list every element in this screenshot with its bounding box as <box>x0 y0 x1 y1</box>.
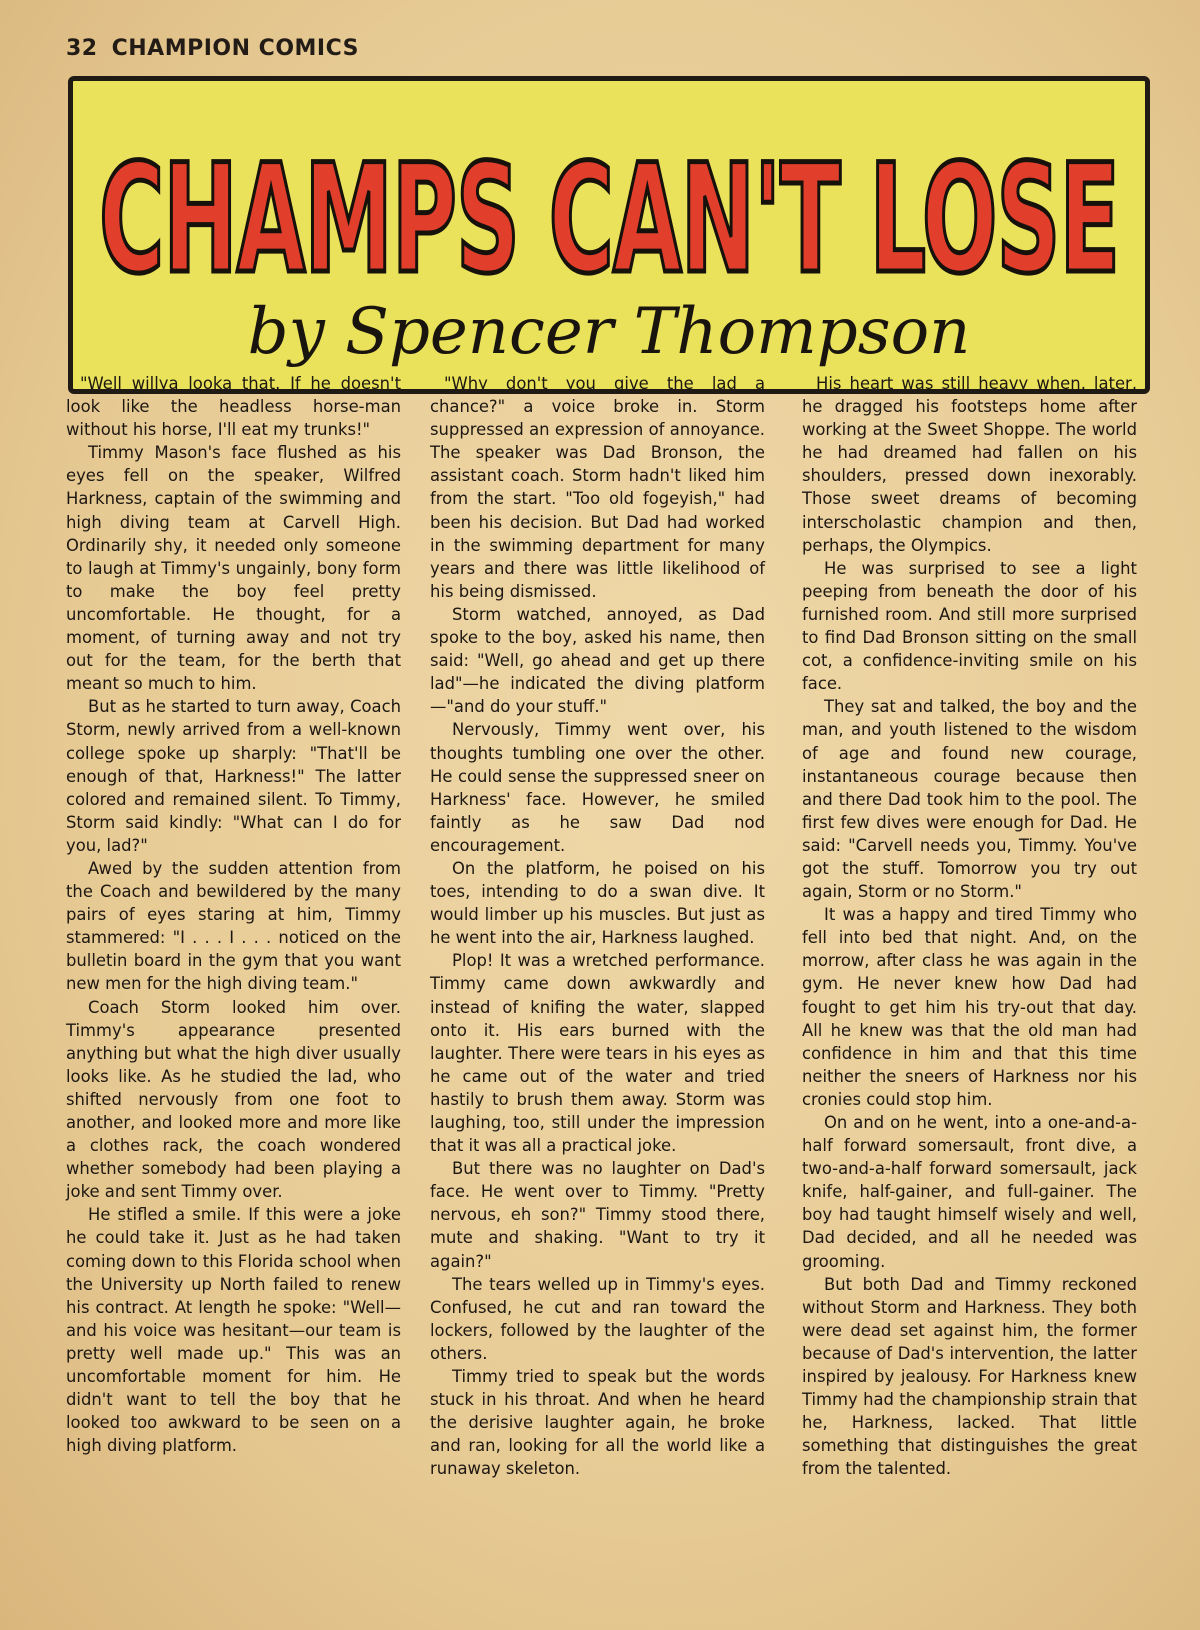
page-number: 32 <box>66 36 98 61</box>
story-byline: by Spencer Thompson <box>247 295 971 369</box>
paragraph: On the platform, he poised on his toes, intending to do a swan dive. It would limber up his muscles. But just as he went into the air, Harkness laughed. <box>430 858 765 948</box>
paragraph: Coach Storm looked him over. Timmy's appearance presented anything but what the high diver usually looks like. As he studied the lad, who shifted nervously from one foot to another, and looked more and more like a clothes rack, the coach wondered whether somebody had been playing a joke and sent Timmy over. <box>66 997 401 1202</box>
story-title: CHAMPS CAN'T LOSE <box>99 133 1119 307</box>
paragraph: His heart was still heavy when, later, he dragged his footsteps home after working at the Sweet Shoppe. The world he had dreamed had fallen on his shoulders, pressed down inexorably. Those sweet dreams of becoming interscholastic champion and then, perhaps, the Olympics. <box>802 374 1137 555</box>
paragraph: He was surprised to see a light peeping from beneath the door of his furnished room. And still more surprised to find Dad Bronson sitting on the small cot, a confidence-inviting smile on his face. <box>802 558 1137 694</box>
paragraph: But both Dad and Timmy reckoned without Storm and Harkness. They both were dead set against him, the former because of Dad's intervention, the latter inspired by jealousy. For Harkness knew Timmy had the championship strain that he, Harkness, lacked. That little something that distinguishes the great from the talented. <box>802 1274 1137 1479</box>
story-column-3 <box>802 372 1137 1481</box>
paragraph: He stifled a smile. If this were a joke he could take it. Just as he had taken coming down to this Florida school when the University up North failed to renew his contract. At length he spoke: "Well—and his voice was hesitant—our team is pretty well made up." This was an uncomfortable moment for him. He didn't want to tell the boy that he looked too awkward to be seen on a high diving platform. <box>66 1205 401 1456</box>
paragraph: On and on he went, into a one-and-a-half forward somersault, front dive, a two-and-a-half forward somersault, jack knife, half-gainer, and full-gainer. The boy had taught himself wisely and well, Dad decided, and all he needed was grooming. <box>802 1113 1137 1271</box>
story-column-1 <box>66 372 401 1457</box>
paragraph: Nervously, Timmy went over, his thoughts tumbling one over the other. He could sense the suppressed sneer on Harkness' face. However, he smiled faintly as he saw Dad nod encouragement. <box>430 720 765 855</box>
paragraph: Plop! It was a wretched performance. Timmy came down awkwardly and instead of knifing the water, slapped onto it. His ears burned with the laughter. There were tears in his eyes as he came out of the water and tried hastily to brush them away. Storm was laughing, too, still under the impression that it was all a practical joke. <box>430 951 765 1156</box>
title-art <box>73 81 1145 389</box>
paragraph: But as he started to turn away, Coach Storm, newly arrived from a well-known college spoke up sharply: "That'll be enough of that, Harkness!" The latter colored and remained silent. To Timmy, Storm said kindly: "What can I do for you, lad?" <box>66 697 401 855</box>
magazine-name: CHAMPION COMICS <box>111 36 360 61</box>
paragraph: "Why don't you give the lad a chance?" a voice broke in. Storm suppressed an expression of annoyance. The speaker was Dad Bronson, the assistant coach. Storm hadn't liked him from the start. "Too old fogeyish," had been his decision. But Dad had worked in the swimming department for many years and there was little likelihood of his being dismissed. <box>430 374 765 601</box>
paragraph: But there was no laughter on Dad's face. He went over to Timmy. "Pretty nervous, eh son?" Timmy stood there, mute and shaking. "Want to try it again?" <box>430 1159 765 1271</box>
paragraph: The tears welled up in Timmy's eyes. Confused, he cut and ran toward the lockers, followed by the laughter of the others. <box>430 1274 765 1363</box>
paragraph: Timmy tried to speak but the words stuck in his throat. And when he heard the derisive laughter again, he broke and ran, looking for all the world like a runaway skeleton. <box>430 1367 765 1479</box>
paragraph: Awed by the sudden attention from the Coach and bewildered by the many pairs of eyes staring at him, Timmy stammered: "I . . . I . . . noticed on the bulletin board in the gym that you want new men for the high diving team." <box>66 858 401 994</box>
paragraph: They sat and talked, the boy and the man, and youth listened to the wisdom of age and found new courage, instantaneous courage because then and there Dad took him to the pool. The first few dives were enough for Dad. He said: "Carvell needs you, Timmy. You've got the stuff. Tomorrow you try out again, Storm or no Storm." <box>802 697 1137 902</box>
story-columns <box>66 372 1152 1572</box>
paragraph: Storm watched, annoyed, as Dad spoke to the boy, asked his name, then said: "Well, go ahead and get up there lad"—he indicated the diving platform—"and do your stuff." <box>430 604 765 717</box>
paragraph: Timmy Mason's face flushed as his eyes fell on the speaker, Wilfred Harkness, captain of the swimming and high diving team at Carvell High. Ordinarily shy, it needed only someone to laugh at Timmy's ungainly, bony form to make the boy feel pretty uncomfortable. He thought, for a moment, of turning away and not try out for the team, for the berth that meant so much to him. <box>66 443 401 694</box>
story-column-2 <box>430 372 765 1481</box>
paragraph: "Well willya looka that. If he doesn't look like the headless horse-man without his horse, I'll eat my trunks!" <box>66 374 401 440</box>
title-banner <box>68 76 1150 394</box>
page-header <box>66 36 373 61</box>
paragraph: It was a happy and tired Timmy who fell into bed that night. And, on the morrow, after class he was again in the gym. He never knew how Dad had fought to get him his try-out that day. All he knew was that the old man had confidence in him and that this time neither the sneers of Harkness nor his cronies could stop him. <box>802 905 1137 1109</box>
